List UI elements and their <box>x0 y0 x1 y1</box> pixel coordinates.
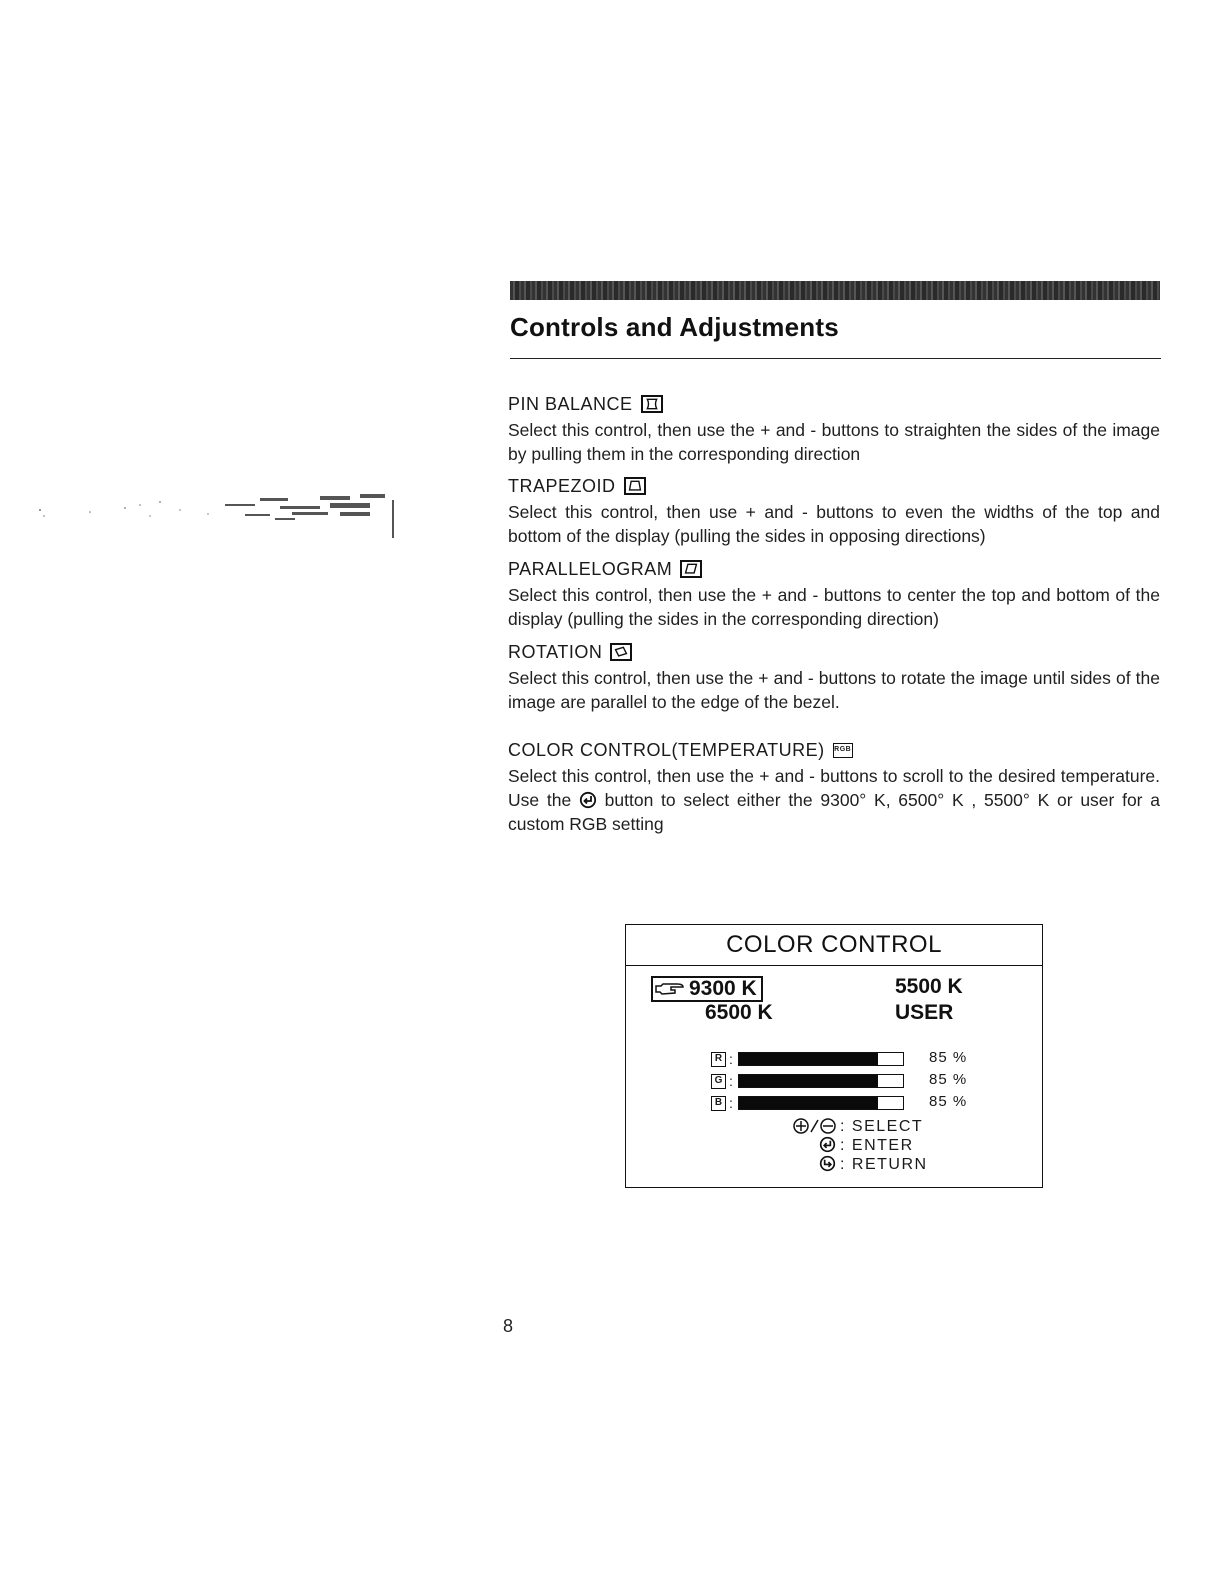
red-level-bar[interactable] <box>738 1052 904 1066</box>
rotation-icon <box>610 643 632 661</box>
trapezoid-icon <box>624 477 646 495</box>
green-level-bar[interactable] <box>738 1074 904 1088</box>
section-heading: ROTATION <box>508 642 603 662</box>
key-label: ENTER <box>851 1137 914 1154</box>
option-9300k-selected[interactable] <box>651 976 763 1002</box>
section-heading: PIN BALANCE <box>508 394 633 414</box>
section-body: Select this control, then use the + and - buttons to center the top and bottom of the display (pulling the sides in the corresponding direction) <box>508 585 1160 629</box>
section-parallelogram <box>508 558 1160 631</box>
enter-button-icon <box>579 791 597 809</box>
title-rule <box>510 358 1161 359</box>
key-select: : SELECT <box>766 1117 966 1136</box>
channel-row-red[interactable]: R : <box>711 1050 904 1068</box>
option-5500k[interactable]: 5500 K <box>895 975 963 998</box>
option-6500k[interactable]: 6500 K <box>705 1001 773 1024</box>
scan-artifact <box>30 490 400 540</box>
header-bar <box>510 281 1160 300</box>
page-title: Controls and Adjustments <box>510 312 839 342</box>
green-channel-icon: G <box>711 1074 726 1089</box>
section-color-control <box>508 739 1160 836</box>
section-rotation <box>508 641 1160 714</box>
section-body: Select this control, then use the + and - buttons to scroll to the desired temperature. Use the button to select either the 9300° K, 6500° K , 5500° K or user for a custom RGB setting <box>508 766 1160 834</box>
pin-balance-icon <box>641 395 663 413</box>
key-label: SELECT <box>851 1118 924 1135</box>
section-body: Select this control, then use the + and - buttons to straighten the sides of the image by pulling them in the corresponding direction <box>508 420 1160 464</box>
key-return: : RETURN <box>766 1155 966 1174</box>
key-enter: : ENTER <box>766 1136 966 1155</box>
red-channel-icon: R <box>711 1052 726 1067</box>
bar-fill <box>739 1075 878 1087</box>
blue-level-bar[interactable] <box>738 1096 904 1110</box>
osd-title: COLOR CONTROL <box>626 925 1042 966</box>
enter-icon <box>819 1136 836 1153</box>
plus-minus-icon <box>792 1117 838 1135</box>
blue-channel-icon: B <box>711 1096 726 1111</box>
red-value: 85 % <box>929 1049 968 1066</box>
color-control-osd <box>625 924 1043 1188</box>
channel-row-green[interactable]: G : <box>711 1072 904 1090</box>
rgb-icon: RGB <box>833 743 853 758</box>
section-body: Select this control, then use the + and - buttons to rotate the image until sides of the image are parallel to the edge of the bezel. <box>508 668 1160 712</box>
page-number: 8 <box>503 1316 514 1336</box>
return-icon <box>819 1155 836 1172</box>
section-heading: PARALLELOGRAM <box>508 559 673 579</box>
option-user[interactable]: USER <box>895 1001 954 1024</box>
section-trapezoid <box>508 475 1160 548</box>
bar-fill <box>739 1097 878 1109</box>
channel-row-blue[interactable]: B : <box>711 1094 904 1112</box>
option-label: 9300 K <box>689 977 757 1000</box>
blue-value: 85 % <box>929 1093 968 1110</box>
green-value: 85 % <box>929 1071 968 1088</box>
pointing-hand-icon <box>655 982 685 996</box>
section-heading: COLOR CONTROL(TEMPERATURE) <box>508 740 825 760</box>
key-label: RETURN <box>851 1156 928 1173</box>
bar-fill <box>739 1053 878 1065</box>
parallelogram-icon <box>680 560 702 578</box>
section-body: Select this control, then use + and - buttons to even the widths of the top and bottom of the display (pulling the sides in opposing directions) <box>508 502 1160 546</box>
section-pin-balance <box>508 393 1160 466</box>
section-heading: TRAPEZOID <box>508 476 616 496</box>
